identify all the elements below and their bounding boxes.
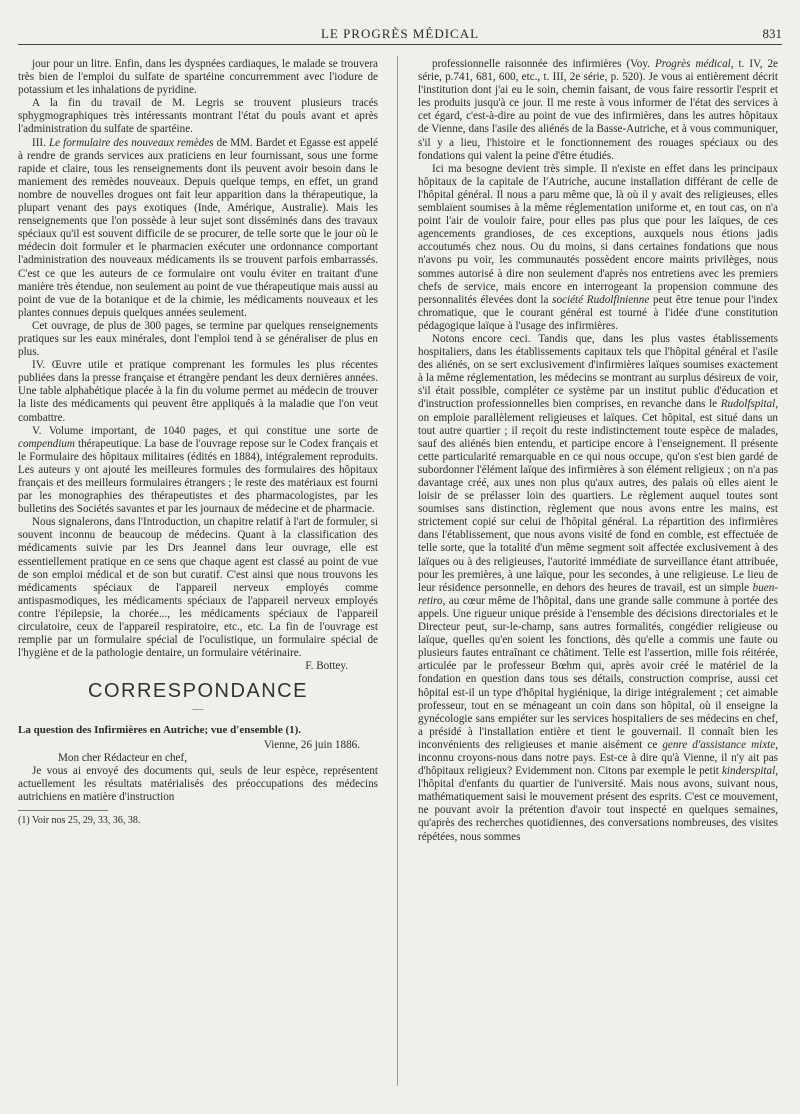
signature: F. Bottey.: [305, 660, 348, 673]
paragraph: professionnelle raisonnée des infirmières (Voy. Progrès médical, t. IV, 2e série, p.741, 681, 600, etc., t. III, 2e série, p. 520). Je vous ai entièrement décrit l'institution dont j'ai eu le soin, chemin faisant, de vous faire ressortir l'esprit et les produits jusqu'à ce jour. Il me reste à vous informer de l'état des services à cet égard, c'est-à-dire au point de vue des infirmières, dans les autres hôpitaux de Vienne, dans l'asile des aliénés de la Basse-Autriche, et à vous communiquer, s'il y a lieu, l'histoire et le fonctionnement des rouages spéciaux ou des fondations qui valent la peine d'être étudiés.: [418, 58, 779, 162]
title-divider: —: [192, 702, 204, 715]
left-column: [18, 58, 378, 827]
dateline: Vienne, 26 juin 1886.: [263, 738, 360, 751]
article-subhead: La question des Infirmières en Autriche; vue d'ensemble (1).: [18, 723, 302, 736]
page-number: 831: [762, 26, 782, 41]
paragraph: jour pour un litre. Enfin, dans les dyspnées cardiaques, le malade se trouvera très bien de l'emploi du sulfate de spartéine concurremment avec l'iodure de potassium et les inhalations de pyridine.: [18, 58, 378, 97]
paragraph: III. Le formulaire des nouveaux remèdes de MM. Bardet et Egasse est appelé à rendre de grands services aux praticiens en leur fournissant, sous une forme rapide et claire, tous les renseignements dont ils peuvent avoir besoin dans le maniement des remèdes nouveaux. Depuis quelque temps, en effet, un grand nombre de nouvelles drogues ont fait leur apparition dans la thérapeutique, la plupart venant des pays exotiques (Inde, Amérique, Australie). Mais les renseignements que l'on possède à leur sujet sont disséminés dans des travaux spéciaux qu'il est souvent difficile de se procurer, de telle sorte que le jour où le médecin doit formuler et le pharmacien exécuter une ordonnance comportant l'administration des nouveaux médicaments ils se trouvent parfois embarrassés. C'est ce que les auteurs de ce formulaire ont voulu éviter en traitant d'une manière très étendue, non seulement au point de vue thérapeutique mais aussi au point de vue de la botanique et de la chimie, les médicaments nouveaux et les plantes connues depuis quelques années seulement.: [18, 136, 378, 319]
paragraph: Nous signalerons, dans l'Introduction, un chapitre relatif à l'art de formuler, si souvent inconnu de beaucoup de médecins. Quant à la classification des médicaments suivie par les Drs Jeannel dans leur ouvrage, elle est essentiellement pratique en ce sens que chaque agent est classé au point de vue de son emploi médical et de son but curatif. C'est ainsi que nous trouvons les médicaments spéciaux de l'appareil nerveux employés comme antispasmodiques, les médicaments spéciaux de l'appareil nerveux employés contre l'épilepsie, la chorée..., les médicaments spéciaux de l'appareil circulatoire, ceux de l'appareil respiratoire, etc., etc. La fin de l'ouvrage est remplie par un formulaire spécial de l'oculistique, un formulaire spécial de l'hygiène et de la pathologie dentaire, un formulaire vétérinaire.: [18, 516, 378, 660]
paragraph: Notons encore ceci. Tandis que, dans les plus vastes établissements hospitaliers, dans les établissements capitaux tels que l'hôpital général et l'asile des aliénés, on se sert exclusivement d'infirmières laïques soumises exactement à la même réglementation, les médecins se montrant au surplus désireux de voir, s'il était possible, compléter ce système par un institut public d'éducation et d'instruction professionnelles bien comprises, en revanche dans le Rudolfspital, on emploie parallèlement religieuses et laïques. Cet hôpital, est situé dans un tout autre quartier ; il reçoit du reste indistinctement toute espèce de malades, sauf des aliénés bien entendu, et participe encore à l'enseignement. Il présente cette particularité remarquable en ce qui nous occupe, qu'on s'est bien gardé de subordonner l'élément laïque des infirmières à son élément religieux ; on n'a pas davantage créé, aux unes non plus qu'aux autres, des palais où elles aient le loisir de se prélasser loin des quartiers. Le règlement auquel toutes sont soumises sans distinction, règlement que nous avons entre les mains, est strictement copié sur celui de l'hôpital général. La répartition des infirmières dans l'établissement, que nous avons visité de fond en comble, est effectuée de telle sorte, que la totalité d'un même segment soit affectée exclusivement à des laïques ou à des religieuses, l'autorité immédiate de surveillance étant attribuée, pour les premières, à une laïque, pour les secondes, à une religieuse. Le lieu de leur résidence personnelle, en dehors des heures de travail, est un simple buen-retiro, au cœur même de l'hôpital, dans une grande salle commune à portée des appels. Une rigueur unique préside à l'ensemble des décisions directoriales et le Directeur peut, sur-le-champ, sans autres formalités, congédier religieuse ou laïque, quelles qu'en soient les fonctions, dès qu'elle a commis une faute ou plusieurs fautes entraînant ce châtiment. Telle est l'assertion, mille fois réitérée, articulée par le professeur Bœhm qui, après avoir créé le matériel de la fondation en question dans tous ses détails, construction comprise, aussi cet hôpital est-il un type d'hôpital hygiénique, la dirige intégralement ; cet aimable professeur, tout en se ménageant un coin dans son hôpital, où il enseigne la gynécologie sans empiéter sur les services hospitaliers de ses médecins en chef, a présidé à l'installation entière et tient le gouvernail. Il connaît bien les inconvénients des religieuses et manie aisément ce genre d'assistance mixte, inconnu croyons-nous dans notre pays. Est-ce à dire qu'à Vienne, il n'y ait pas d'hôpitaux religieux? Evidemment non. Citons par exemple le petit kinderspital, l'hôpital d'enfants du quartier de l'université. Mais nous avons, suivant nous, mathématiquement saisi le mouvement présent des esprits. C'est ce mouvement, ne pouvant avoir la prétention d'avoir tout inspecté en quelques semaines, qu'après des recherches quotidiennes, des conversations nombreuses, des visites répétées, nous sommes: [418, 332, 778, 843]
footnote-rule: [18, 810, 108, 811]
paragraph: V. Volume important, de 1040 pages, et qui constitue une sorte de compendium thérapeutique. La base de l'ouvrage repose sur le Codex français et le Formulaire des hôpitaux militaires (édités en 1884), intégralement reproduits. Les auteurs y ont ajouté les meilleures formules des formulaires des hôpitaux français et des meilleurs formulaires étrangers ; le reste des matériaux est fourni par les monographies des thérapeutistes et des pharmacologistes, par les bulletins des Sociétés savantes et par les journaux de médecine et de pharmacie.: [18, 424, 378, 516]
right-column: [418, 58, 778, 844]
footnote: (1) Voir nos 25, 29, 33, 36, 38.: [18, 815, 141, 827]
section-title: CORRESPONDANCE: [88, 680, 308, 703]
paragraph: A la fin du travail de M. Legris se trouvent plusieurs tracés sphygmographiques très intéressants montrant l'état du pouls avant et après l'administration du sulfate de spartéine.: [18, 97, 378, 136]
column-divider: [397, 56, 398, 1086]
journal-title: LE PROGRÈS MÉDICAL: [320, 26, 480, 41]
paragraph: Je vous ai envoyé des documents qui, seuls de leur espèce, représentent actuellement les résultats matérialisés des préoccupations des médecins autrichiens en matière d'instruction: [18, 764, 378, 804]
running-head: [18, 24, 782, 45]
paragraph: Ici ma besogne devient très simple. Il n'existe en effet dans les principaux hôpitaux de la capitale de l'Autriche, aucune installation différant de celle de l'hôpital général. Il nous a paru même que, là où il y avait des religieuses, elles semblaient soumises à la même réglementation uniforme et, en tout cas, on n'a point l'air de vouloir faire, pour elles pas plus que pour les laïques, de ces agencements grandioses, de ces exceptions, auxquels nous étions jadis accoutumés chez nous. Ou du moins, si dans certaines fondations que nous n'avons pu voir, les communautés possèdent encore maints privilèges, nous sommes autorisé à dire non seulement d'après nos entretiens avec les premiers chefs de service, mais encore en interrogeant la propension commune des personnalités élevées dont la société Rudolfinienne peut être tenue pour l'index chromatique, que le courant général est tourné à l'idée d'une constitution pédagogique laïque à l'usage des infirmières.: [418, 162, 778, 332]
salutation: Mon cher Rédacteur en chef,: [58, 751, 187, 764]
paragraph: Cet ouvrage, de plus de 300 pages, se termine par quelques renseignements pratiques sur les eaux minérales, dont l'emploi tend à se généraliser de plus en plus.: [18, 319, 378, 359]
paragraph: IV. Œuvre utile et pratique comprenant les formules les plus récentes publiées dans la presse française et étrangère pendant les deux dernières années. Une table alphabétique placée à la fin du volume permet au médecin de trouver la liste des médicaments qui peuvent être appliqués à la maladie que l'on veut combattre.: [18, 359, 378, 424]
